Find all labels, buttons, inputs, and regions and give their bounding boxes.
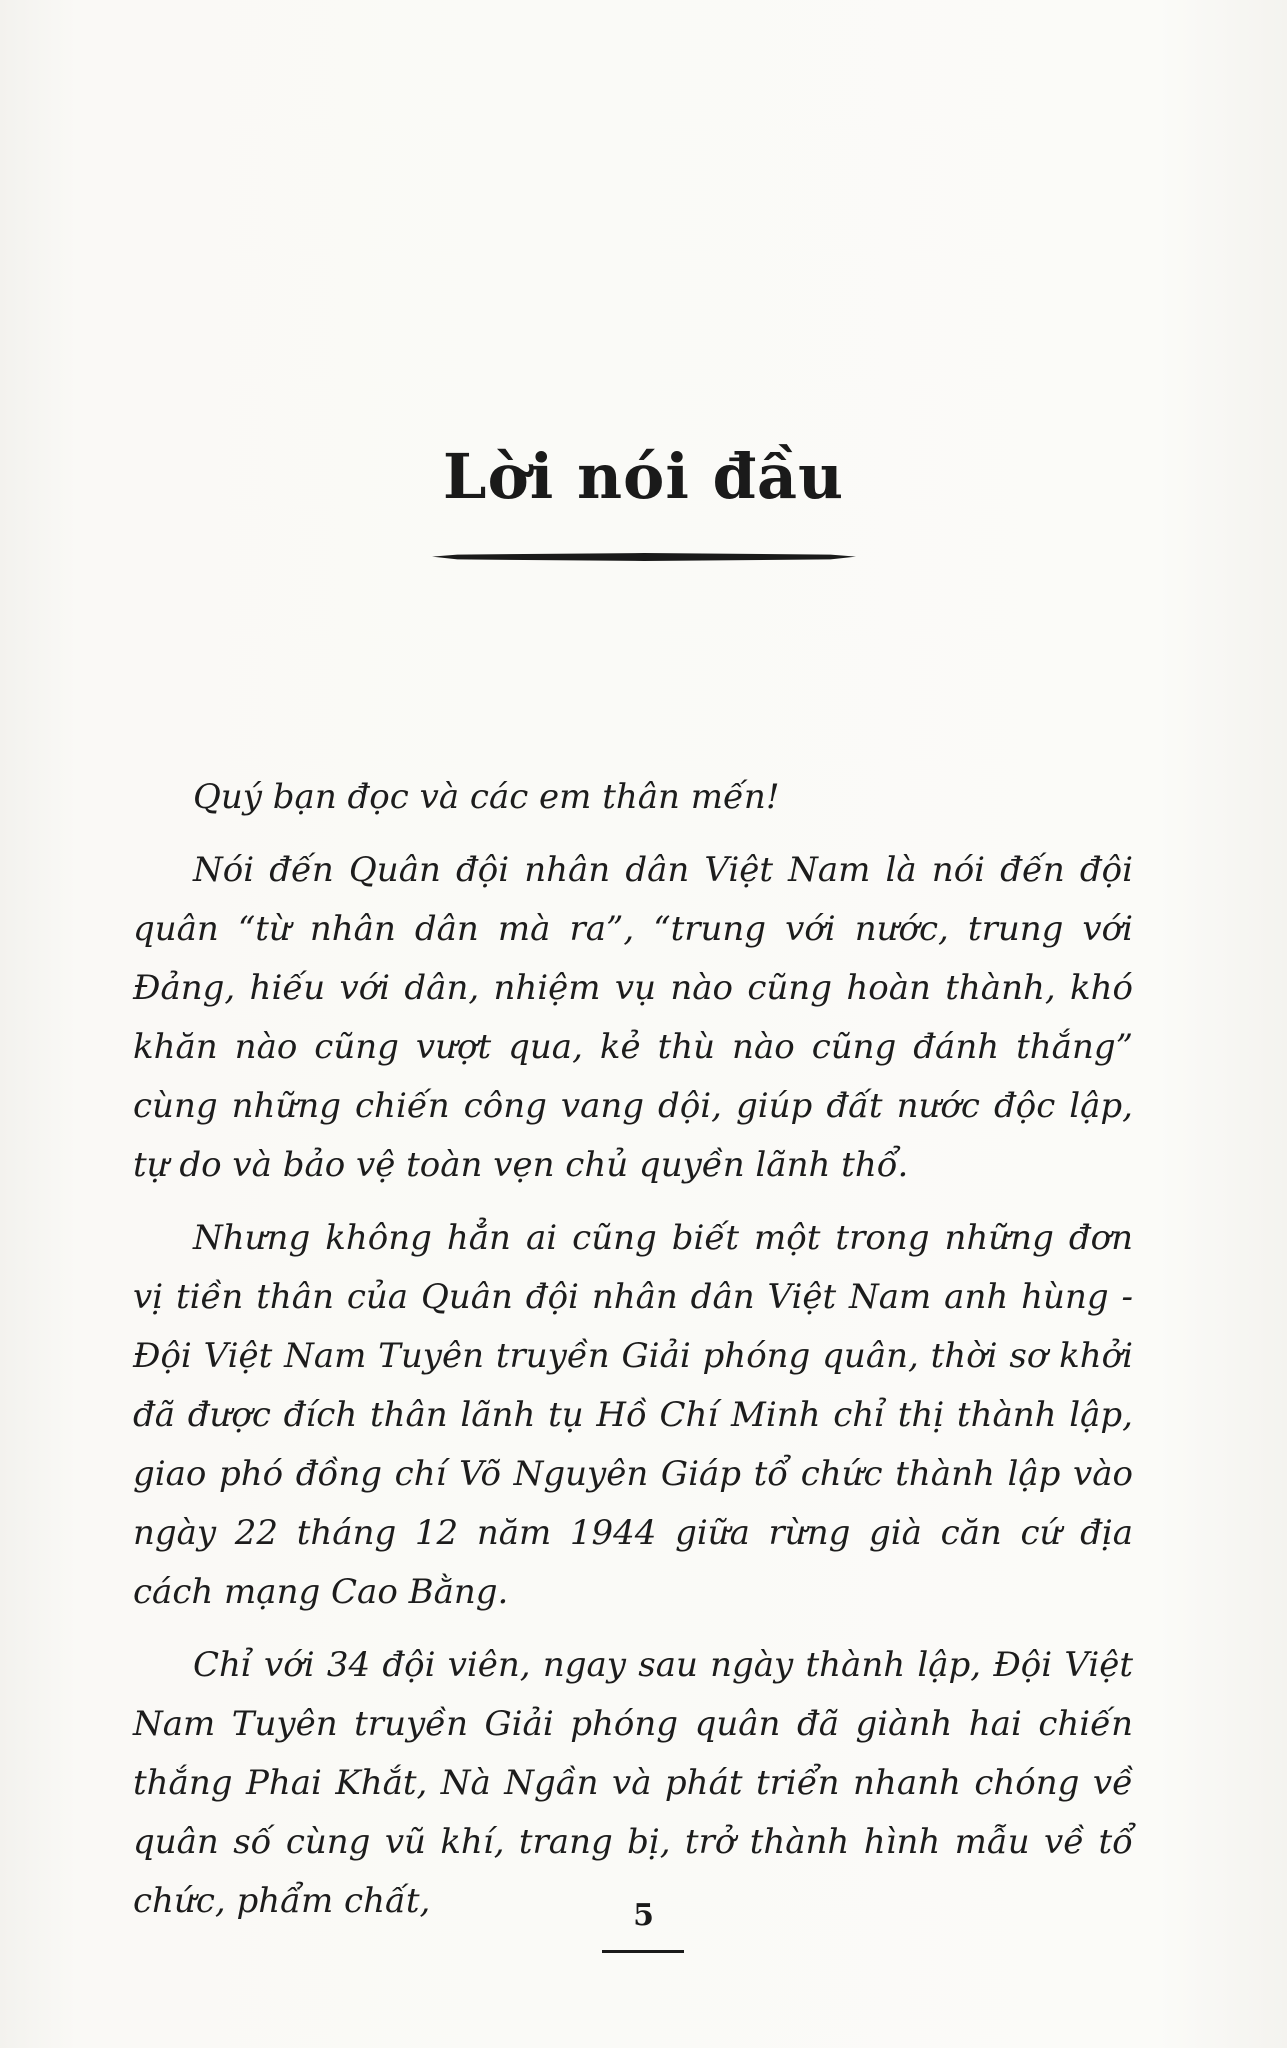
paragraph: Nói đến Quân đội nhân dân Việt Nam là nói đến đội quân “từ nhân dân mà ra”, “trung với nước, trung với Đảng, hiếu với dân, nhiệm vụ nào cũng hoàn thành, khó khăn nào cũng vượt qua, kẻ thù nào cũng đánh thắng” cùng những chiến công vang dội, giúp đất nước độc lập, tự do và bảo vệ toàn vẹn chủ quyền lãnh thổ. — [133, 850, 1133, 1185]
page-number: 5 — [633, 1898, 654, 1933]
paragraph-greeting: Quý bạn đọc và các em thân mến! — [193, 777, 780, 817]
title-underline-ornament — [432, 553, 856, 561]
body-text — [133, 768, 1133, 1945]
page-title: Lời nói đầu — [442, 440, 845, 513]
paragraph: Chỉ với 34 đội viên, ngay sau ngày thành lập, Đội Việt Nam Tuyên truyền Giải phóng quân đã giành hai chiến thắng Phai Khắt, Nà Ngần và phát triển nhanh chóng về quân số cùng vũ khí, trang bị, trở thành hình mẫu về tổ chức, phẩm chất, — [133, 1645, 1133, 1921]
page-number-underline — [602, 1950, 684, 1953]
paragraph: Nhưng không hẳn ai cũng biết một trong những đơn vị tiền thân của Quân đội nhân dân Việt Nam anh hùng - Đội Việt Nam Tuyên truyền Giải phóng quân, thời sơ khởi đã được đích thân lãnh tụ Hồ Chí Minh chỉ thị thành lập, giao phó đồng chí Võ Nguyên Giáp tổ chức thành lập vào ngày 22 tháng 12 năm 1944 giữa rừng già căn cứ địa cách mạng Cao Bằng. — [133, 1218, 1133, 1612]
